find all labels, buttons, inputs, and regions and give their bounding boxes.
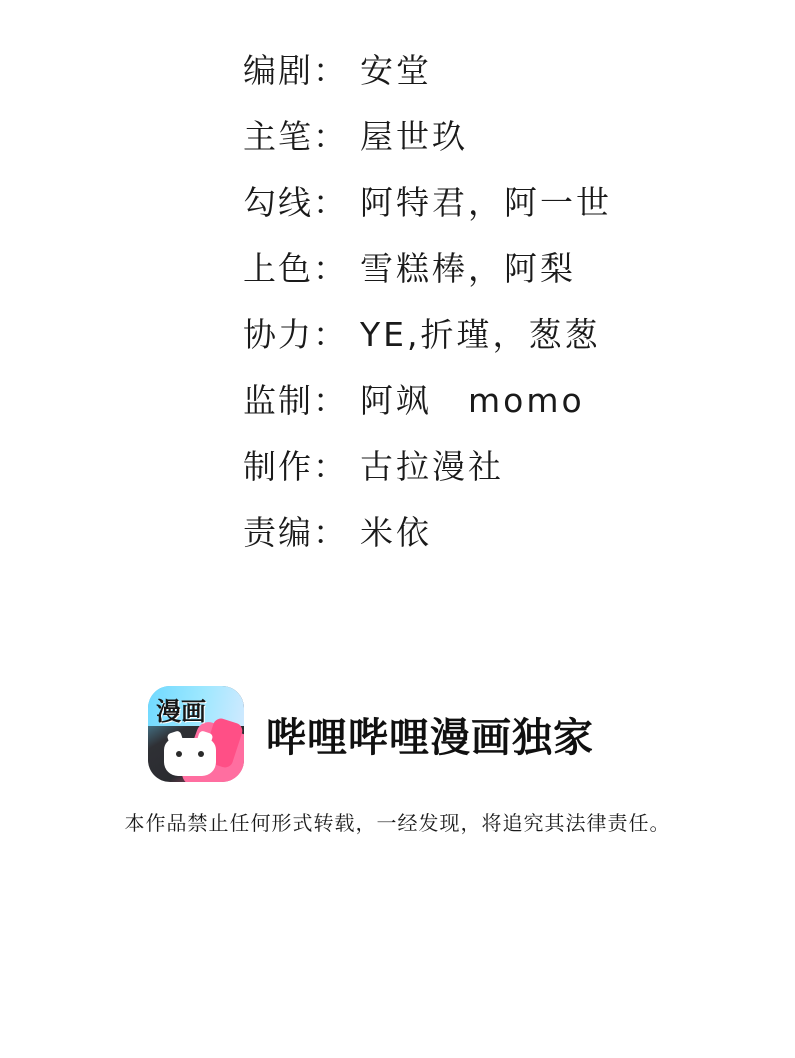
- credit-row: [0, 302, 795, 368]
- credit-label: 协力：: [243, 315, 348, 354]
- logo-text: 漫画: [156, 697, 207, 726]
- credit-value: YE,折瑾，葱葱: [360, 315, 601, 354]
- credit-row: [0, 368, 795, 434]
- brand-block: [148, 686, 594, 782]
- credit-label: 制作：: [243, 447, 348, 486]
- credit-row: [0, 38, 795, 104]
- bilibili-manga-logo-icon: [148, 686, 244, 782]
- credit-label: 编剧：: [243, 51, 348, 90]
- credit-row: [0, 104, 795, 170]
- credit-value: 屋世玖: [360, 117, 468, 156]
- logo-mascot-face: [164, 738, 216, 776]
- credit-value: 阿飒 momo: [360, 381, 585, 420]
- credit-label: 监制：: [243, 381, 348, 420]
- credit-value: 雪糕棒，阿梨: [360, 249, 576, 288]
- credits-list: [0, 38, 795, 566]
- credit-row: [0, 236, 795, 302]
- credit-row: [0, 170, 795, 236]
- brand-title: 哔哩哔哩漫画独家: [266, 714, 594, 761]
- credit-label: 责编：: [243, 513, 348, 552]
- credit-label: 上色：: [243, 249, 348, 288]
- credit-value: 安堂: [360, 51, 432, 90]
- credit-row: [0, 500, 795, 566]
- credit-value: 古拉漫社: [360, 447, 504, 486]
- credit-label: 主笔：: [243, 117, 348, 156]
- copyright-disclaimer: 本作品禁止任何形式转载，一经发现，将追究其法律责任。: [124, 811, 671, 835]
- credit-value: 阿特君，阿一世: [360, 183, 612, 222]
- credit-row: [0, 434, 795, 500]
- credit-label: 勾线：: [243, 183, 348, 222]
- credit-value: 米依: [360, 513, 432, 552]
